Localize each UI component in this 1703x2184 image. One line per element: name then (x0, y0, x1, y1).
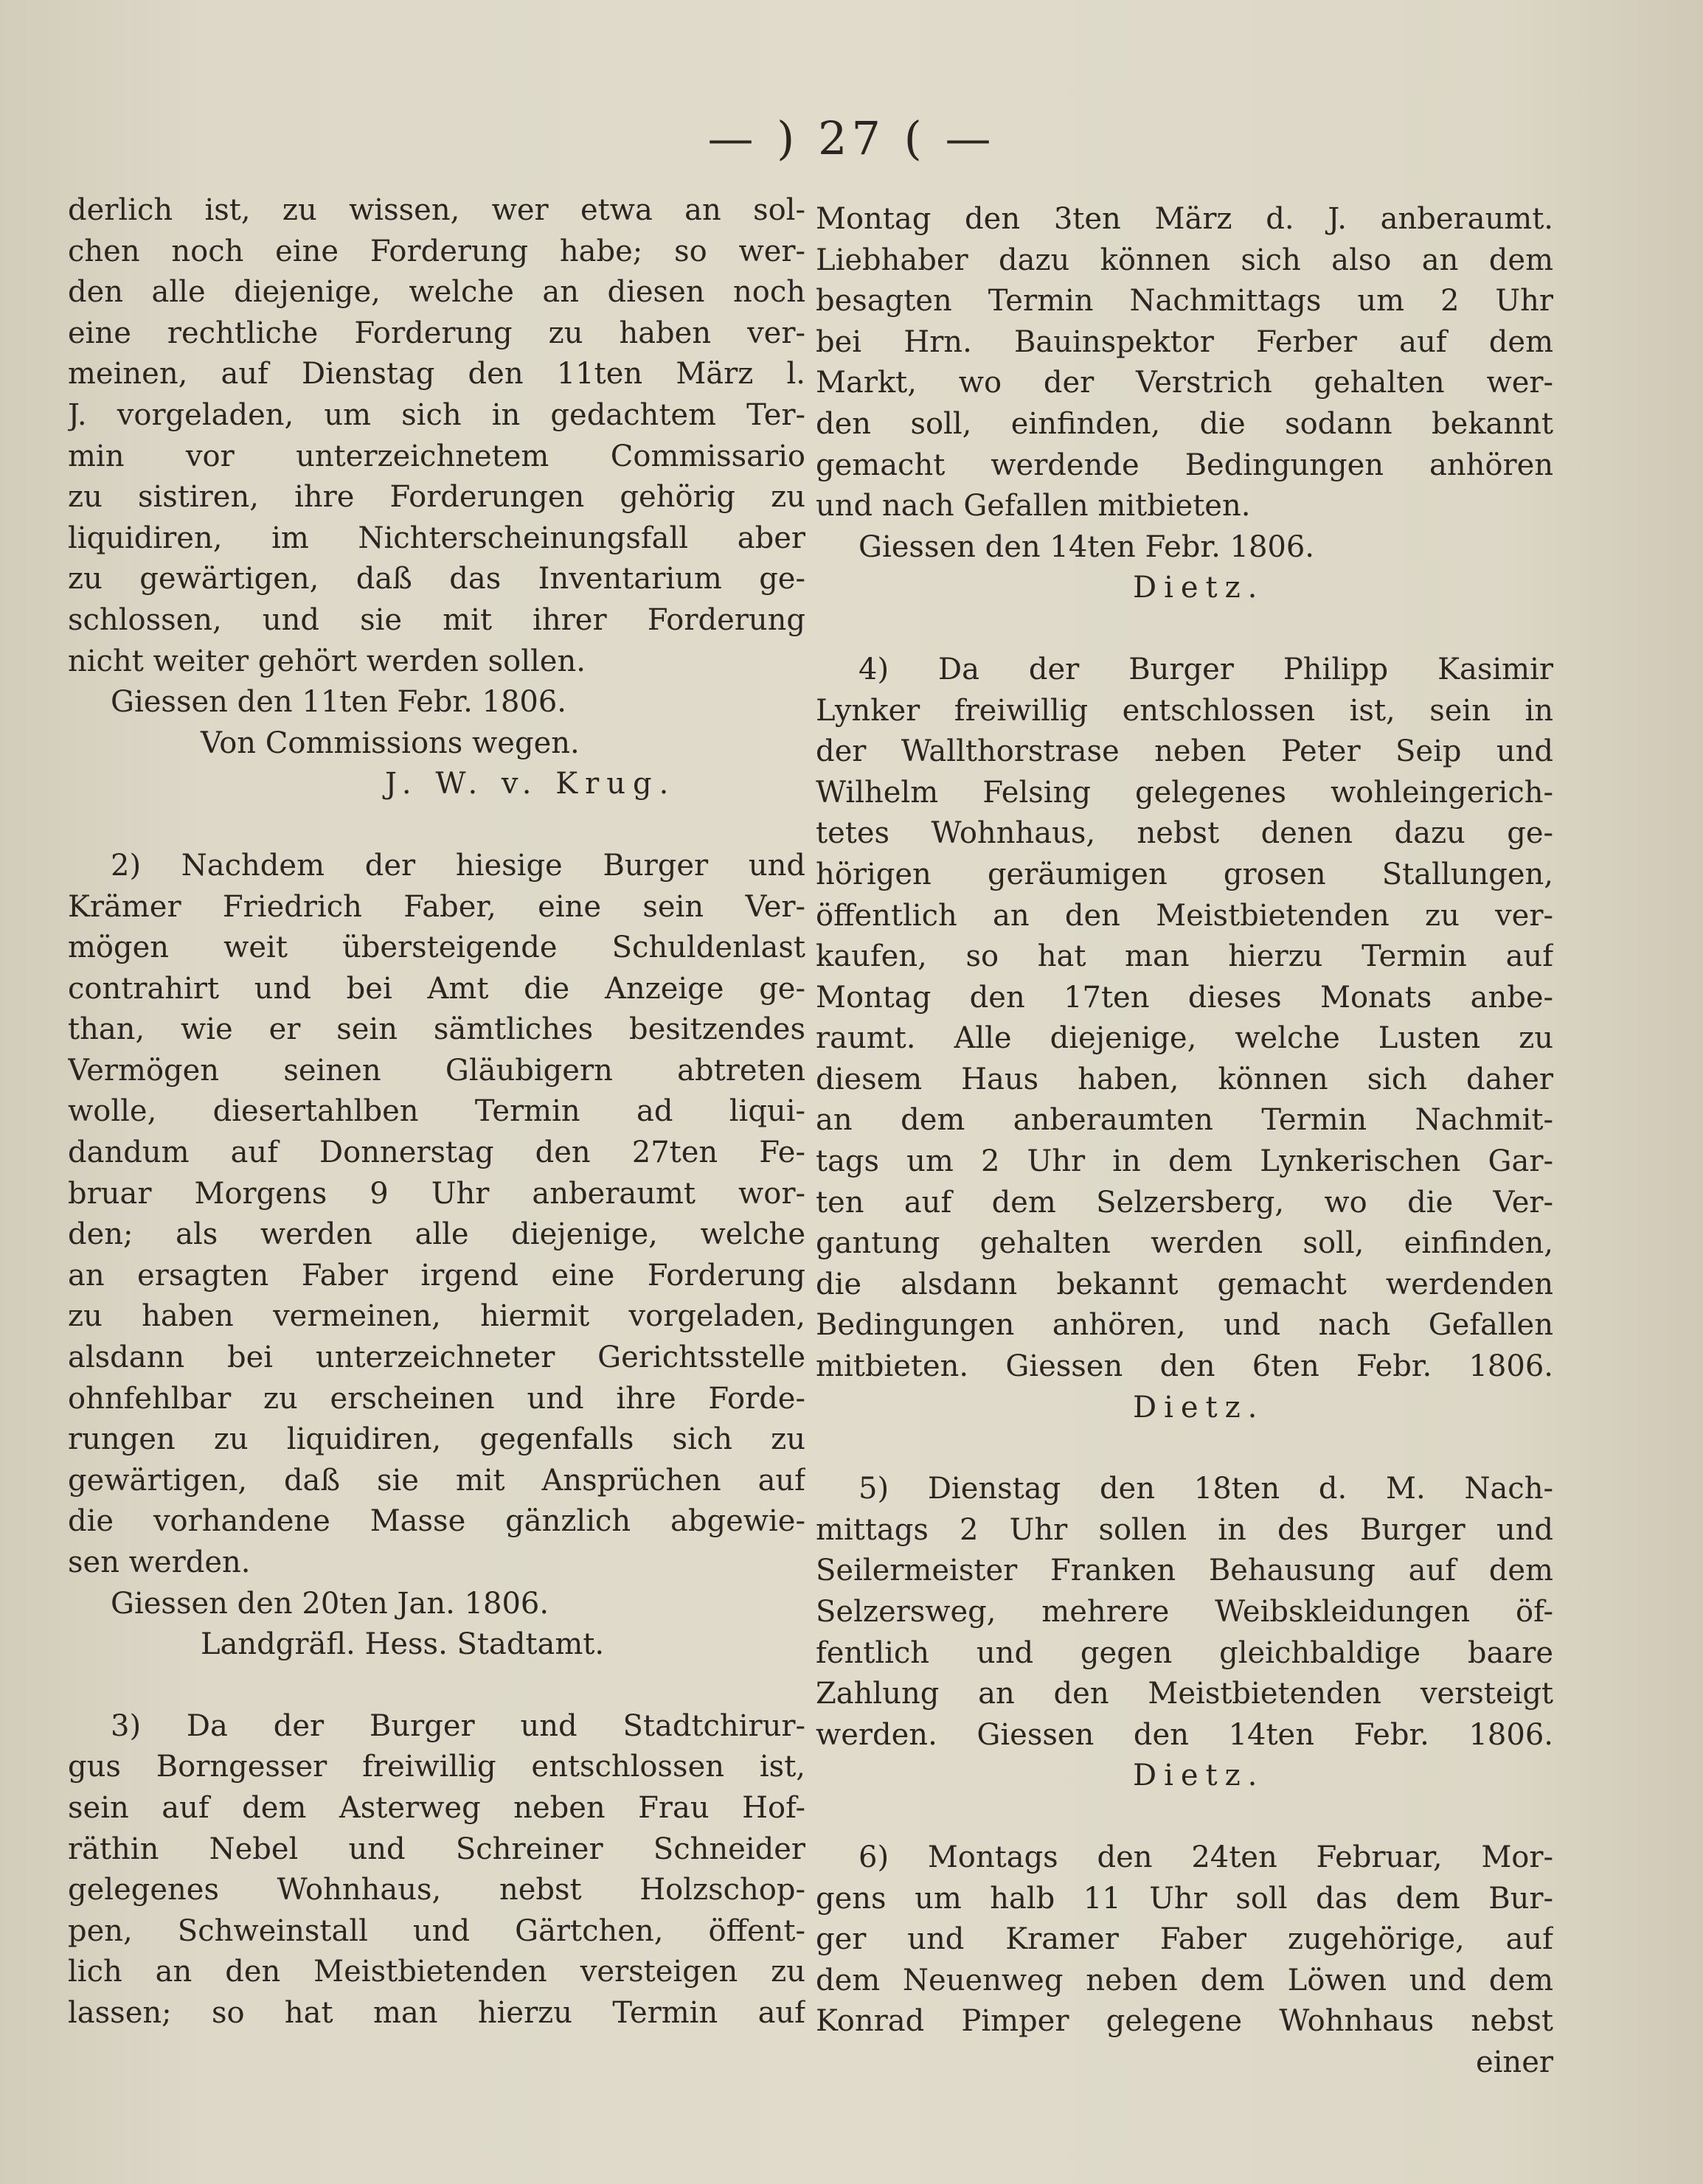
text-line: zu gewärtigen, daß das Inventarium ge- (68, 562, 805, 597)
text-line: räthin Nebel und Schreiner Schneider (68, 1832, 805, 1866)
text-line: Liebhaber dazu können sich also an dem (816, 243, 1553, 277)
text-line: chen noch eine Forderung habe; so wer- (68, 234, 805, 268)
text-line: Krämer Friedrich Faber, eine sein Ver- (68, 889, 805, 924)
paragraph-gap (68, 1666, 805, 1706)
text-line: alsdann bei unterzeichneter Gerichtsstelle (68, 1340, 805, 1375)
text-line: gemacht werdende Bedingungen anhören (816, 448, 1553, 482)
text-line: dandum auf Donnerstag den 27ten Fe- (68, 1136, 805, 1170)
text-line: bruar Morgens 9 Uhr anberaumt wor- (68, 1176, 805, 1211)
text-line: Giessen den 20ten Jan. 1806. (111, 1586, 549, 1621)
text-line: diesem Haus haben, können sich daher (816, 1062, 1553, 1096)
text-line: die vorhandene Masse gänzlich abgewie- (68, 1504, 805, 1539)
text-line: Markt, wo der Verstrich gehalten wer- (816, 366, 1553, 400)
text-line: ohnfehlbar zu erscheinen und ihre Forde- (68, 1381, 805, 1416)
left-column (68, 190, 805, 2034)
text-line: 4) Da der Burger Philipp Kasimir (859, 652, 1553, 686)
text-line: than, wie er sein sämtliches besitzendes (68, 1012, 805, 1047)
text-line: an dem anberaumten Termin Nachmit- (816, 1103, 1553, 1138)
text-line: Selzersweg, mehrere Weibskleidungen öf- (816, 1595, 1553, 1629)
text-line: kaufen, so hat man hierzu Termin auf (816, 939, 1553, 974)
text-line: Landgräfl. Hess. Stadtamt. (201, 1627, 605, 1662)
text-line: der Wallthorstrase neben Peter Seip und (816, 734, 1553, 769)
text-line: einer (1475, 2045, 1553, 2079)
text-line: gelegenes Wohnhaus, nebst Holzschop- (68, 1873, 805, 1907)
text-line: tags um 2 Uhr in dem Lynkerischen Gar- (816, 1144, 1553, 1179)
text-line: dem Neuenweg neben dem Löwen und dem (816, 1963, 1553, 1997)
text-line: bei Hrn. Bauinspektor Ferber auf dem (816, 324, 1553, 359)
text-line: den alle diejenige, welche an diesen noch (68, 275, 805, 310)
text-line: den; als werden alle diejenige, welche (68, 1217, 805, 1252)
text-line: Konrad Pimper gelegene Wohnhaus nebst (816, 2004, 1553, 2039)
text-line: hörigen geräumigen grosen Stallungen, (816, 857, 1553, 891)
text-line: mögen weit übersteigende Schuldenlast (68, 931, 805, 965)
text-line: Zahlung an den Meistbietenden versteigt (816, 1677, 1553, 1711)
text-line: Montag den 17ten dieses Monats anbe- (816, 980, 1553, 1015)
text-line: Giessen den 11ten Febr. 1806. (111, 685, 567, 720)
text-line: sen werden. (68, 1545, 251, 1579)
text-line: tetes Wohnhaus, nebst denen dazu ge- (816, 816, 1553, 851)
text-line: gantung gehalten werden soll, einfinden, (816, 1226, 1553, 1261)
text-line: besagten Termin Nachmittags um 2 Uhr (816, 284, 1553, 319)
text-line: pen, Schweinstall und Gärtchen, öffent- (68, 1913, 805, 1948)
text-line: Bedingungen anhören, und nach Gefallen (816, 1308, 1553, 1343)
text-line: den soll, einfinden, die sodann bekannt (816, 406, 1553, 441)
text-line: 6) Montags den 24ten Februar, Mor- (859, 1840, 1553, 1874)
text-line: Dietz. (1133, 1390, 1265, 1425)
text-line: Montag den 3ten März d. J. anberaumt. (816, 202, 1553, 236)
text-line: schlossen, und sie mit ihrer Forderung (68, 602, 805, 637)
text-line: lich an den Meistbietenden versteigen zu (68, 1955, 805, 1989)
text-line: Lynker freiwillig entschlossen ist, sein in (816, 693, 1553, 728)
text-line: Seilermeister Franken Behausung auf dem (816, 1554, 1553, 1588)
text-line: ten auf dem Selzersberg, wo die Ver- (816, 1185, 1553, 1220)
text-line: Vermögen seinen Gläubigern abtreten (68, 1053, 805, 1088)
text-line: raumt. Alle diejenige, welche Lusten zu (816, 1021, 1553, 1056)
paragraph-gap (68, 805, 805, 846)
text-line: rungen zu liquidiren, gegenfalls sich zu (68, 1422, 805, 1457)
text-line: lassen; so hat man hierzu Termin auf (68, 1995, 805, 2030)
text-line: 2) Nachdem der hiesige Burger und (111, 848, 805, 883)
text-line: J. vorgeladen, um sich in gedachtem Ter- (68, 397, 805, 432)
text-line: Dietz. (1133, 1759, 1265, 1793)
text-line: mitbieten. Giessen den 6ten Febr. 1806. (816, 1349, 1553, 1384)
text-line: derlich ist, zu wissen, wer etwa an sol- (68, 193, 805, 227)
text-line: Giessen den 14ten Febr. 1806. (859, 529, 1315, 564)
text-line: wolle, diesertahlben Termin ad liqui- (68, 1094, 805, 1129)
right-column (816, 199, 1553, 2084)
text-line: und nach Gefallen mitbieten. (816, 489, 1251, 524)
text-line: gens um halb 11 Uhr soll das dem Bur- (816, 1881, 1553, 1916)
text-line: gewärtigen, daß sie mit Ansprüchen auf (68, 1463, 805, 1498)
text-line: fentlich und gegen gleichbaldige baare (816, 1635, 1553, 1670)
text-line: 3) Da der Burger und Stadtchirur- (111, 1708, 805, 1743)
text-line: werden. Giessen den 14ten Febr. 1806. (816, 1717, 1553, 1752)
paragraph-gap (816, 609, 1553, 650)
text-line: ger und Kramer Faber zugehörige, auf (816, 1922, 1553, 1957)
text-line: liquidiren, im Nichterscheinungsfall aber (68, 521, 805, 555)
text-line: J. W. v. Krug. (385, 767, 676, 801)
text-line: meinen, auf Dienstag den 11ten März l. (68, 357, 805, 392)
paragraph-gap (816, 1797, 1553, 1837)
text-line: die alsdann bekannt gemacht werdenden (816, 1267, 1553, 1301)
text-line: öffentlich an den Meistbietenden zu ver- (816, 898, 1553, 933)
text-line: sein auf dem Asterweg neben Frau Hof- (68, 1790, 805, 1825)
page-number-header: — ) 27 ( — (707, 111, 996, 165)
text-line: zu haben vermeinen, hiermit vorgeladen, (68, 1299, 805, 1334)
text-line: min vor unterzeichnetem Commissario (68, 439, 805, 473)
text-line: Dietz. (1133, 571, 1265, 605)
text-line: gus Borngesser freiwillig entschlossen ist, (68, 1750, 805, 1784)
text-line: Wilhelm Felsing gelegenes wohleingerich- (816, 775, 1553, 810)
text-line: 5) Dienstag den 18ten d. M. Nach- (859, 1472, 1553, 1506)
text-line: contrahirt und bei Amt die Anzeige ge- (68, 971, 805, 1006)
text-line: Von Commissions wegen. (201, 726, 580, 760)
paragraph-gap (816, 1428, 1553, 1469)
text-line: mittags 2 Uhr sollen in des Burger und (816, 1512, 1553, 1547)
text-line: zu sistiren, ihre Forderungen gehörig zu (68, 480, 805, 515)
text-line: eine rechtliche Forderung zu haben ver- (68, 316, 805, 350)
text-line: nicht weiter gehört werden sollen. (68, 644, 586, 678)
text-line: an ersagten Faber irgend eine Forderung (68, 1258, 805, 1293)
